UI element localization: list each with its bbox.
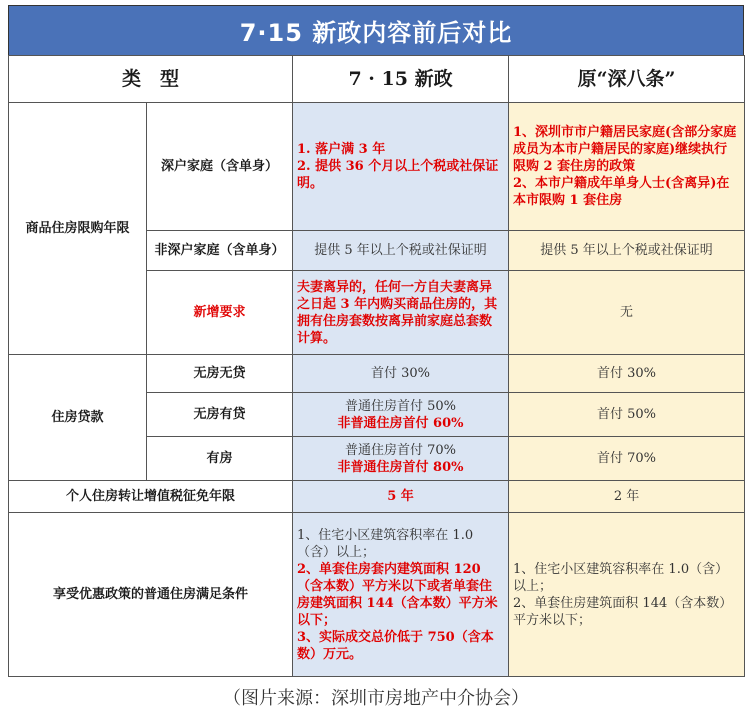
section-label-purchase: 商品住房限购年限 xyxy=(9,103,147,355)
old-policy-cell: 1、住宅小区建筑容积率在 1.0（含）以上； 2、单套住房建筑面积 144（含本数）平方米以下； xyxy=(509,513,745,677)
old-policy-cell: 2 年 xyxy=(509,481,745,513)
new-policy-cell: 5 年 xyxy=(293,481,509,513)
section-label-vat: 个人住房转让增值税征免年限 xyxy=(9,481,293,513)
table-header-row xyxy=(9,56,745,103)
page-title: 7·15 新政内容前后对比 xyxy=(8,5,744,55)
row-label: 无房有贷 xyxy=(147,393,293,437)
header-new-policy: 7 · 15 新政 xyxy=(293,56,509,103)
row-label: 有房 xyxy=(147,437,293,481)
old-policy-cell: 首付 70% xyxy=(509,437,745,481)
header-old-policy: 原“深八条” xyxy=(509,56,745,103)
table-row xyxy=(9,481,745,513)
new-policy-cell: 1. 落户满 3 年 2. 提供 36 个月以上个税或社保证明。 xyxy=(293,103,509,231)
old-policy-cell: 1、深圳市市户籍居民家庭(含部分家庭成员为本市户籍居民的家庭)继续执行限购 2 套住房的政策 2、本市户籍成年单身人士(含离异)在本市限购 1 套住房 xyxy=(509,103,745,231)
old-policy-cell: 首付 50% xyxy=(509,393,745,437)
row-label: 无房无贷 xyxy=(147,355,293,393)
new-policy-cell: 普通住房首付 70% 非普通住房首付 80% xyxy=(293,437,509,481)
comparison-figure xyxy=(8,5,744,677)
old-policy-cell: 首付 30% xyxy=(509,355,745,393)
table-row xyxy=(9,513,745,677)
old-policy-cell: 无 xyxy=(509,271,745,355)
section-label-loan: 住房贷款 xyxy=(9,355,147,481)
row-label: 深户家庭（含单身） xyxy=(147,103,293,231)
image-source-caption: （图片来源：深圳市房地产中介协会） xyxy=(223,688,529,709)
table-row xyxy=(9,355,745,393)
new-policy-cell: 普通住房首付 50% 非普通住房首付 60% xyxy=(293,393,509,437)
old-policy-cell: 提供 5 年以上个税或社保证明 xyxy=(509,231,745,271)
section-label-standard: 享受优惠政策的普通住房满足条件 xyxy=(9,513,293,677)
row-label: 新增要求 xyxy=(147,271,293,355)
new-policy-cell: 夫妻离异的，任何一方自夫妻离异之日起 3 年内购买商品住房的，其拥有住房套数按离异前家庭总套数计算。 xyxy=(293,271,509,355)
header-type: 类 型 xyxy=(9,56,293,103)
table-row xyxy=(9,103,745,231)
comparison-table xyxy=(8,55,745,677)
new-policy-cell: 首付 30% xyxy=(293,355,509,393)
new-policy-cell: 提供 5 年以上个税或社保证明 xyxy=(293,231,509,271)
row-label: 非深户家庭（含单身） xyxy=(147,231,293,271)
new-policy-cell: 1、住宅小区建筑容积率在 1.0（含）以上； 2、单套住房套内建筑面积 120（含本数）平方米以下或者单套住房建筑面积 144（含本数）平方米以下； 3、实际成交总价低于 750（含本数）万元。 xyxy=(293,513,509,677)
